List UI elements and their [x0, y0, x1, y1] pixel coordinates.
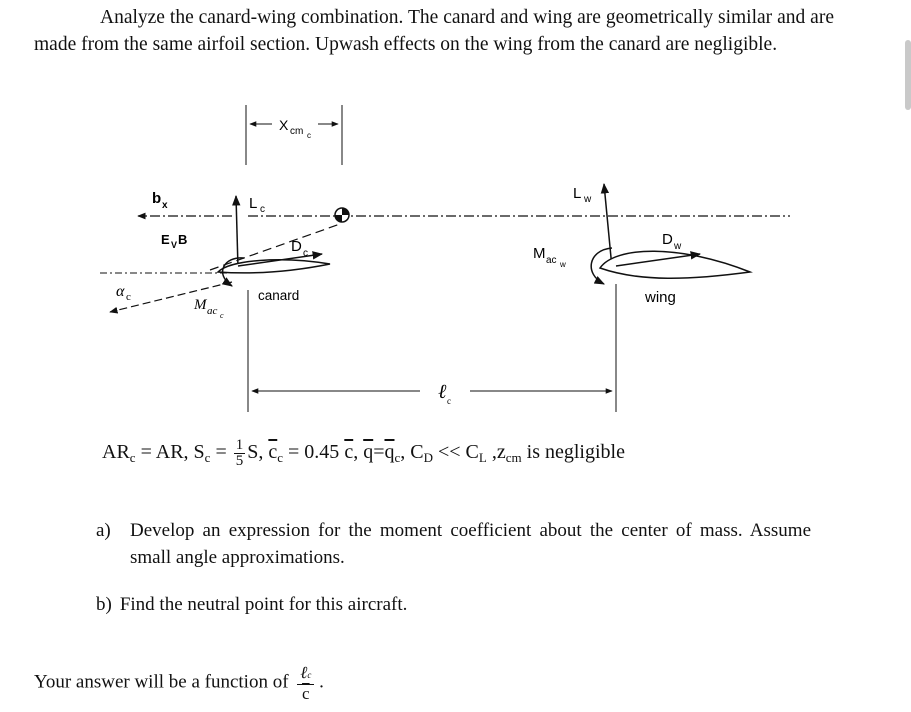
question-a [96, 517, 811, 571]
label-text: c [307, 131, 311, 140]
label-text: is negligible [521, 441, 625, 464]
label-text: c [220, 311, 224, 320]
canard-lift-arrow [236, 196, 238, 268]
label-text: , [353, 441, 364, 464]
label-text: AR [102, 441, 130, 464]
given-equation [102, 438, 625, 469]
label-text: c [129, 450, 136, 466]
label-text: c [277, 450, 284, 466]
label-text: c [307, 670, 312, 680]
xcm-label: X [279, 117, 289, 133]
dw-label: D [662, 231, 673, 248]
question-b [96, 594, 407, 616]
canard-label: canard [258, 288, 300, 303]
label-text: w [584, 194, 592, 205]
center-of-mass-symbol [335, 208, 349, 222]
intro-paragraph: Analyze the canard-wing combination. The canard and wing are geometrically similar and are made from the same airfoil section. Upwash effects on the wing from the canard are negligible. [34, 7, 834, 55]
macw-label: M [533, 245, 546, 262]
lc-dim-label: ℓ [438, 381, 447, 403]
label-text: << C [433, 441, 479, 464]
question-a-label: a) [96, 520, 111, 541]
evb-label: E [161, 232, 170, 247]
label-text: $\overline{c}$ [344, 441, 354, 464]
label-text: x [162, 200, 168, 211]
label-text: = [373, 441, 385, 464]
scrollbar[interactable] [905, 40, 911, 110]
lw-label: L [573, 185, 582, 202]
lc-label: L [249, 195, 258, 212]
label-text: c [204, 450, 211, 466]
label-text: D [423, 450, 433, 466]
label-text: ℓ [300, 663, 308, 682]
label-text: cm [505, 450, 522, 466]
label-text: c [126, 291, 131, 303]
label-text: ac [546, 255, 557, 266]
bx-label: b [152, 190, 162, 207]
label-text: , C [400, 441, 424, 464]
label-text: c [447, 396, 451, 406]
label-text: c [260, 204, 265, 215]
label-text: ac [207, 305, 218, 317]
macc-label: M [194, 297, 207, 313]
question-b-label: b) [96, 594, 112, 615]
label-text: $\overline{q}$ [363, 441, 374, 464]
label-text: c [303, 248, 308, 259]
label-text: $\overline{c}$ [268, 441, 278, 464]
question-a-text: Develop an expression for the moment coefficient about the center of mass. Assume small angle approximations. [130, 520, 811, 568]
alpha-c-label: α [116, 283, 125, 300]
label-text: cm [290, 126, 304, 137]
label-text: 1 [235, 437, 244, 453]
xcm-dimension [246, 105, 342, 165]
answer-text: Your answer will be a function of [34, 671, 289, 693]
label-text: c [394, 450, 401, 466]
label-text: 5 [235, 453, 244, 469]
label-text: = AR, S [135, 441, 205, 464]
label-text: ,z [486, 441, 506, 464]
label-text: $\overline{q}$ [384, 441, 395, 464]
answer-note [34, 664, 324, 702]
label-text: V [171, 240, 178, 250]
wing-label: wing [645, 289, 676, 306]
dc-label: D [291, 238, 302, 255]
label-text: L [478, 450, 487, 466]
canard-airfoil [218, 260, 330, 273]
question-b-text: Find the neutral point for this aircraft. [119, 594, 408, 615]
label-text: S, [247, 441, 269, 464]
answer-fraction [297, 664, 314, 702]
label-text: B [178, 232, 188, 247]
label-text: w [674, 241, 682, 252]
label-text: w [560, 260, 566, 269]
label-text: = [210, 441, 232, 464]
label-text: c [302, 684, 310, 703]
label-text: . [314, 671, 324, 693]
wing-lift-arrow [604, 184, 612, 268]
label-text: = 0.45 [283, 441, 345, 464]
